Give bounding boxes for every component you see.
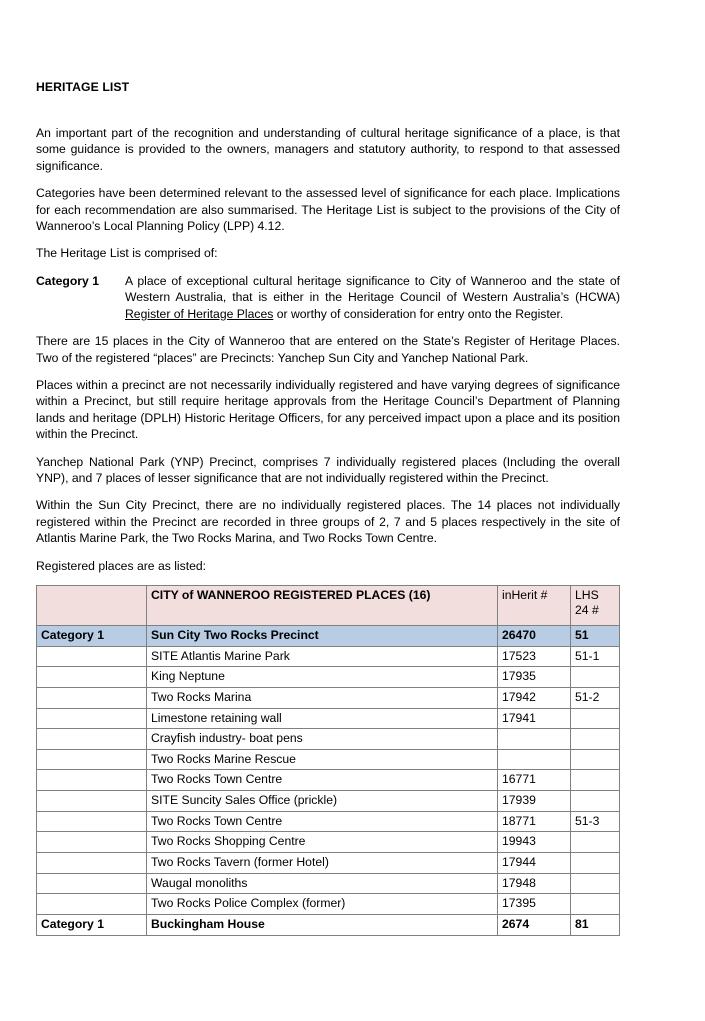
table-cell-category [37, 646, 147, 667]
register-of-heritage-places-link: Register of Heritage Places [125, 306, 274, 321]
table-cell-lhs-number [571, 832, 620, 853]
table-cell-lhs-number: 51 [571, 625, 620, 646]
table-cell-place-name: Two Rocks Town Centre [147, 811, 498, 832]
table-cell-lhs-number [571, 667, 620, 688]
table-cell-category [37, 770, 147, 791]
table-cell-inherit-number: 17948 [498, 873, 571, 894]
table-cell-lhs-number [571, 770, 620, 791]
paragraph-intro-1: An important part of the recognition and understanding of cultural heritage significance of a place, is that some guidance is provided to the owners, managers and statutory authority, to respond to that assessed significance. [36, 126, 620, 173]
table-cell-place-name: Two Rocks Tavern (former Hotel) [147, 853, 498, 874]
title-spacer [36, 94, 620, 125]
table-cell-lhs-number: 51-2 [571, 687, 620, 708]
table-cell-inherit-number: 26470 [498, 625, 571, 646]
document-content [36, 80, 620, 936]
table-header-lhs [571, 585, 620, 625]
table-row [37, 708, 620, 729]
table-body [37, 585, 620, 935]
table-row [37, 811, 620, 832]
table-cell-inherit-number: 17939 [498, 791, 571, 812]
table-cell-place-name: Two Rocks Town Centre [147, 770, 498, 791]
table-header-name: CITY of WANNEROO REGISTERED PLACES (16) [147, 585, 498, 625]
page-title: HERITAGE LIST [36, 80, 130, 94]
table-cell-category [37, 729, 147, 750]
table-header-lhs-line1: LHS [575, 587, 599, 602]
table-cell-inherit-number: 16771 [498, 770, 571, 791]
table-row [37, 873, 620, 894]
table-cell-category [37, 853, 147, 874]
table-cell-inherit-number: 18771 [498, 811, 571, 832]
table-row [37, 625, 620, 646]
table-cell-place-name: Limestone retaining wall [147, 708, 498, 729]
table-cell-place-name: SITE Atlantis Marine Park [147, 646, 498, 667]
table-cell-inherit-number: 17395 [498, 894, 571, 915]
table-row [37, 853, 620, 874]
table-row [37, 749, 620, 770]
table-row [37, 646, 620, 667]
table-cell-inherit-number: 19943 [498, 832, 571, 853]
table-row [37, 687, 620, 708]
table-cell-inherit-number: 17935 [498, 667, 571, 688]
table-row [37, 894, 620, 915]
table-row [37, 791, 620, 812]
table-cell-place-name: Two Rocks Marine Rescue [147, 749, 498, 770]
category-definition-label: Category 1 [36, 273, 99, 288]
registered-places-table [36, 585, 620, 936]
table-cell-inherit-number: 17941 [498, 708, 571, 729]
paragraph-body-1: There are 15 places in the City of Wanneroo that are entered on the State’s Register of Heritage Places. Two of the registered “places” are Precincts: Yanchep Sun City and Yanchep National Park. [36, 334, 620, 365]
paragraph-body-4: Within the Sun City Precinct, there are no individually registered places. The 14 places not individually registered within the Precinct are recorded in three groups of 2, 7 and 5 places respectively in the site of Atlantis Marine Park, the Two Rocks Marina, and Two Rocks Town Centre. [36, 498, 620, 546]
paragraph-body-3: Yanchep National Park (YNP) Precinct, comprises 7 individually registered places (Including the overall YNP), and 7 places of lesser significance that are not individually registered within the Precinct. [36, 454, 620, 485]
paragraph-body-5: Registered places are as listed: [36, 558, 207, 573]
table-cell-inherit-number: 17944 [498, 853, 571, 874]
table-row [37, 914, 620, 935]
table-cell-lhs-number [571, 853, 620, 874]
table-cell-inherit-number [498, 749, 571, 770]
table-cell-place-name: Waugal monoliths [147, 873, 498, 894]
table-header-category [37, 585, 147, 625]
table-cell-category [37, 791, 147, 812]
table-header-lhs-line2: 24 # [575, 602, 599, 617]
table-cell-inherit-number [498, 729, 571, 750]
table-row [37, 667, 620, 688]
table-cell-category [37, 687, 147, 708]
paragraph-intro-2: Categories have been determined relevant to the assessed level of significance for each place. Implications for each recommendation are also summarised. The Heritage List is subject to the provisions of the City of Wanneroo’s Local Planning Policy (LPP) 4.12. [36, 186, 620, 234]
table-cell-place-name: Sun City Two Rocks Precinct [147, 625, 498, 646]
table-row [37, 729, 620, 750]
paragraph-intro-3: The Heritage List is comprised of: [36, 246, 218, 261]
table-cell-lhs-number [571, 894, 620, 915]
table-cell-lhs-number [571, 708, 620, 729]
table-cell-inherit-number: 17942 [498, 687, 571, 708]
table-cell-category [37, 873, 147, 894]
table-cell-lhs-number [571, 791, 620, 812]
table-cell-inherit-number: 2674 [498, 914, 571, 935]
table-header-row [37, 585, 620, 625]
table-cell-lhs-number [571, 729, 620, 750]
table-cell-place-name: Crayfish industry- boat pens [147, 729, 498, 750]
category-definition-text-before: A place of exceptional cultural heritage significance to City of Wanneroo and the state of Western Australia, that is either in the Heritage Council of Western Australia’s (HCWA) [125, 273, 620, 305]
table-header-inherit: inHerit # [498, 585, 571, 625]
table-cell-category [37, 667, 147, 688]
table-cell-lhs-number: 51-1 [571, 646, 620, 667]
table-cell-category: Category 1 [37, 625, 147, 646]
table-cell-place-name: King Neptune [147, 667, 498, 688]
table-cell-place-name: Two Rocks Shopping Centre [147, 832, 498, 853]
table-cell-category [37, 894, 147, 915]
category-definition-block [36, 273, 620, 322]
category-definition-text [125, 273, 620, 322]
table-cell-place-name: SITE Suncity Sales Office (prickle) [147, 791, 498, 812]
table-row [37, 770, 620, 791]
table-cell-lhs-number: 81 [571, 914, 620, 935]
paragraph-body-2: Places within a precinct are not necessarily individually registered and have varying degrees of significance within a Precinct, but still require heritage approvals from the Heritage Council’s Department of Planning lands and heritage (DPLH) Historic Heritage Officers, for any perceived impact upon a place and its position within the Precinct. [36, 377, 620, 442]
table-cell-place-name: Two Rocks Marina [147, 687, 498, 708]
table-cell-place-name: Two Rocks Police Complex (former) [147, 894, 498, 915]
table-row [37, 832, 620, 853]
table-cell-lhs-number [571, 749, 620, 770]
table-cell-place-name: Buckingham House [147, 914, 498, 935]
table-cell-category [37, 749, 147, 770]
table-cell-inherit-number: 17523 [498, 646, 571, 667]
table-cell-lhs-number: 51-3 [571, 811, 620, 832]
table-cell-category [37, 708, 147, 729]
category-definition-text-after: or worthy of consideration for entry onto the Register. [273, 306, 564, 321]
table-cell-lhs-number [571, 873, 620, 894]
table-cell-category [37, 811, 147, 832]
table-cell-category: Category 1 [37, 914, 147, 935]
table-cell-category [37, 832, 147, 853]
